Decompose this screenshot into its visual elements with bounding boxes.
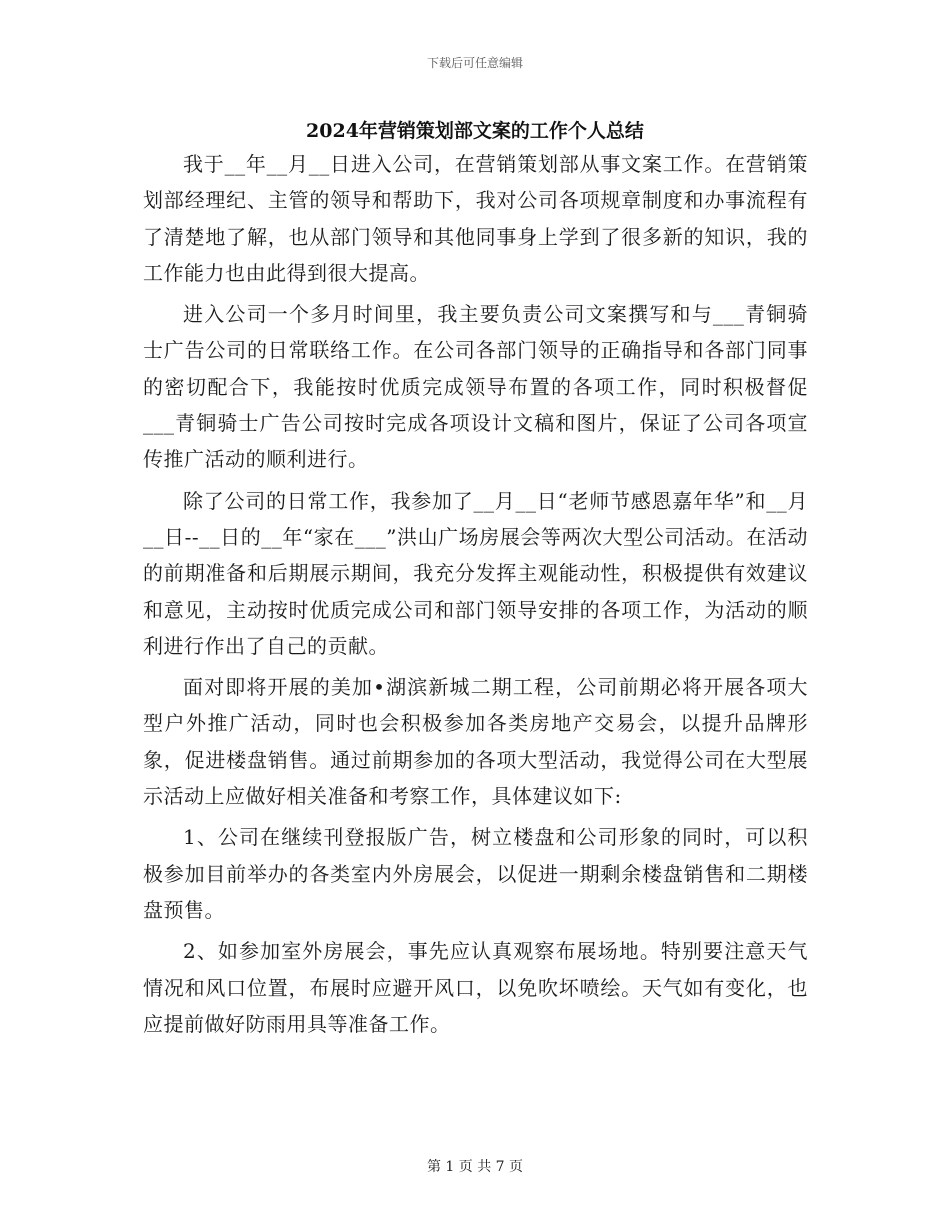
paragraph-5: 1、公司在继续刊登报版广告，树立楼盘和公司形象的同时，可以积极参加目前举办的各类室内外房展会，以促进一期剩余楼盘销售和二期楼盘预售。 [143,825,808,922]
document-title: 2024年营销策划部文案的工作个人总结 [306,120,644,142]
paragraph-3: 除了公司的日常工作，我参加了__月__日“老师节感恩嘉年华”和__月__日--__日的__年“家在___”洪山广场房展会等两次大型公司活动。在活动的前期准备和后期展示期间，我充分发挥主观能动性，积极提供有效建议和意见，主动按时优质完成公司和部门领导安排的各项工作，为活动的顺利进行作出了自己的贡献。 [143,488,808,658]
paragraph-4: 面对即将开展的美加•湖滨新城二期工程，公司前期必将开展各项大型户外推广活动，同时也会积极参加各类房地产交易会，以提升品牌形象，促进楼盘销售。通过前期参加的各项大型活动，我觉得公司在大型展示活动上应做好相关准备和考察工作，具体建议如下: [143,675,808,809]
header-note: 下载后可任意编辑 [426,56,523,70]
document-body [143,146,808,1042]
page-number: 第 1 页 共 7 页 [426,1159,524,1175]
paragraph-6: 2、如参加室外房展会，事先应认真观察布展场地。特别要注意天气情况和风口位置，布展时应避开风口，以免吹坏喷绘。天气如有变化，也应提前做好防雨用具等准备工作。 [143,939,808,1036]
paragraph-2: 进入公司一个多月时间里，我主要负责公司文案撰写和与___青铜骑士广告公司的日常联络工作。在公司各部门领导的正确指导和各部门同事的密切配合下，我能按时优质完成领导布置的各项工作，同时积极督促___青铜骑士广告公司按时完成各项设计文稿和图片，保证了公司各项宣传推广活动的顺利进行。 [143,302,808,472]
paragraph-1: 我于__年__月__日进入公司，在营销策划部从事文案工作。在营销策划部经理纪、主管的领导和帮助下，我对公司各项规章制度和办事流程有了清楚地了解，也从部门领导和其他同事身上学到了很多新的知识，我的工作能力也由此得到很大提高。 [143,152,808,285]
